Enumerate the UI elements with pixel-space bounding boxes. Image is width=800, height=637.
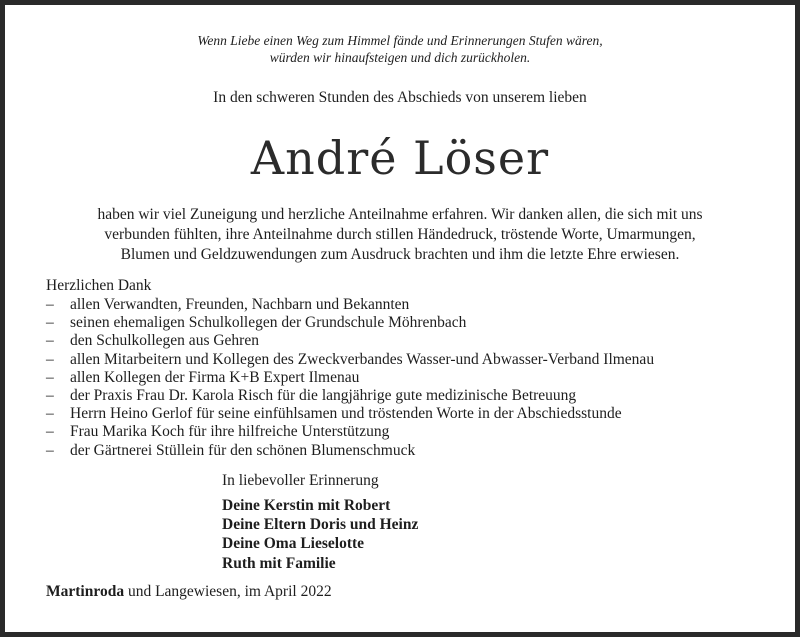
dash-bullet: – [46,350,54,368]
family-member: Deine Eltern Doris und Heinz [222,516,419,534]
list-item-text: allen Verwandten, Freunden, Nachbarn und Bekannten [70,296,410,313]
intro-text: In den schweren Stunden des Abschieds von unserem lieben [213,89,587,106]
list-item [46,314,654,332]
list-item-text: seinen ehemaligen Schulkollegen der Grundschule Möhrenbach [70,314,467,332]
poem-line: Wenn Liebe einen Weg zum Himmel fände und Erinnerungen Stufen wären, [197,33,603,48]
memory-line: In liebevoller Erinnerung [222,472,379,489]
thanks-line: verbunden fühlten, ihre Anteilnahme durch stillen Händedruck, tröstende Worte, Umarmungen, [104,226,696,243]
poem-line: würden wir hinaufsteigen und dich zurückholen. [269,50,531,65]
dash-bullet: – [46,314,54,332]
list-item [46,387,654,405]
thanks-paragraph [40,205,760,265]
list-item [46,351,654,369]
thanks-list [46,296,654,460]
place-town: Martinroda [46,583,125,600]
list-item-text: der Gärtnerei Stüllein für den schönen Blumenschmuck [70,441,416,459]
list-item [46,296,654,314]
deceased-name: André Löser [250,131,550,185]
family-member: Deine Kerstin mit Robert [222,497,391,514]
family-member: Ruth mit Familie [222,554,336,572]
list-item-text: der Praxis Frau Dr. Karola Risch für die langjährige gute medizinische Betreuung [70,387,577,405]
list-item-text: den Schulkollegen aus Gehren [70,332,259,350]
list-item [46,369,654,387]
dash-bullet: – [46,368,54,386]
dash-bullet: – [46,441,54,459]
family-signatures [222,496,418,573]
thanks-line: haben wir viel Zuneigung und herzliche Anteilnahme erfahren. Wir danken allen, die sich mit uns [97,206,703,223]
poem-quote [0,32,800,66]
dash-bullet: – [46,405,54,423]
dash-bullet: – [46,296,54,313]
thanks-line: Blumen und Geldzuwendungen zum Ausdruck brachten und ihm die letzte Ehre erwiesen. [120,246,680,263]
place-date: und Langewiesen, im April 2022 [127,583,332,600]
list-item [46,332,654,350]
dash-bullet: – [46,332,54,350]
list-item [46,442,654,460]
list-item-text: allen Kollegen der Firma K+B Expert Ilmenau [70,368,360,386]
list-item-text: allen Mitarbeitern und Kollegen des Zweckverbandes Wasser-und Abwasser-Verband Ilmenau [70,350,655,368]
thanks-heading: Herzlichen Dank [46,277,152,294]
place-date-line [46,582,332,602]
list-item-text: Herrn Heino Gerlof für seine einfühlsamen und tröstenden Worte in der Abschiedsstunde [70,405,622,423]
list-item [46,423,654,441]
list-item-text: Frau Marika Koch für ihre hilfreiche Unterstützung [70,423,390,441]
list-item [46,405,654,423]
dash-bullet: – [46,423,54,441]
family-member: Deine Oma Lieselotte [222,535,365,553]
dash-bullet: – [46,387,54,405]
